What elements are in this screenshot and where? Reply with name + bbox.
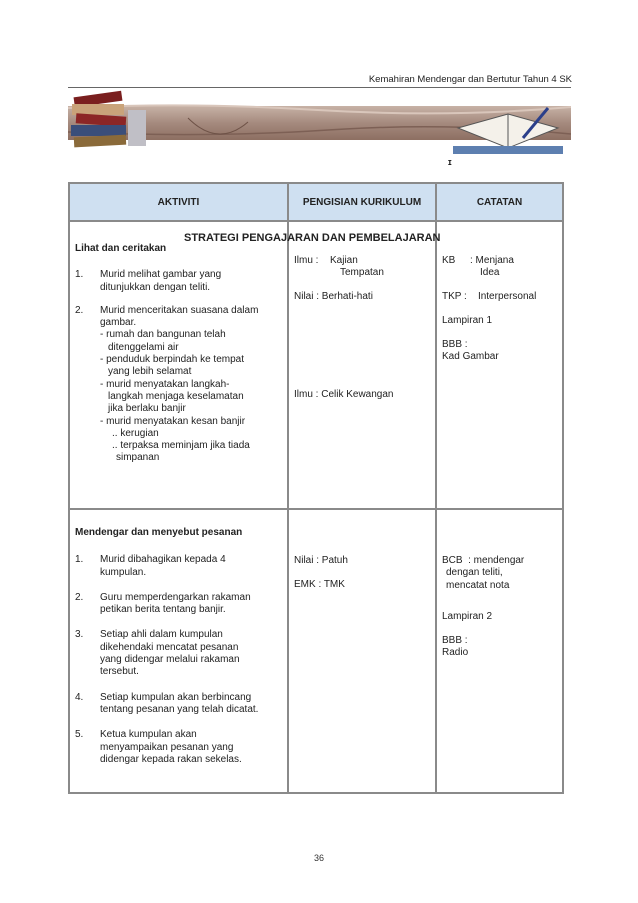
row2-kurikulum: Nilai : Patuh EMK : TMK	[288, 509, 436, 793]
list-item: 1. Murid melihat gambar yang ditunjukkan dengan teliti.	[75, 269, 222, 293]
row1-catatan: KB : Menjana Idea TKP : Interpersonal Lampiran 1 BBB : Kad Gambar	[436, 221, 563, 509]
page-number: 36	[313, 853, 324, 863]
row1-kurikulum: Ilmu : Kajian Tempatan Nilai : Berhati-hati Ilmu : Celik Kewangan	[288, 221, 436, 509]
decorative-banner	[68, 88, 571, 168]
stray-mark: ɪ	[448, 157, 452, 167]
header-catatan: CATATAN	[436, 183, 563, 221]
table-row	[69, 221, 563, 509]
running-header: Kemahiran Mendengar dan Bertutur Tahun 4 SK	[368, 74, 572, 85]
list-item: 1. Murid dibahagikan kepada 4 kumpulan.	[75, 554, 226, 578]
books-stack-icon	[71, 91, 146, 148]
list-item: 3. Setiap ahli dalam kumpulan dikehendaki mencatat pesanan yang didengar melalui rakaman tersebut.	[75, 629, 240, 678]
section-title-overlay: STRATEGI PENGAJARAN DAN PEMBELAJARAN	[184, 232, 441, 244]
list-item: 2. Murid menceritakan suasana dalam gambar. - rumah dan bangunan telah ditenggelami air - penduduk berpindah ke tempat yang lebih selamat - murid menyatakan langkah- langkah menjaga keselamatan jika berlaku banjir - murid menyatakan kesan banjir .. kerugian .. terpaksa meminjam jika tiada simpanan	[75, 304, 259, 464]
list-item: 2. Guru memperdengarkan rakaman petikan berita tentang banjir.	[75, 591, 251, 616]
row2-title: Mendengar dan menyebut pesanan	[75, 527, 243, 538]
list-item: 5. Ketua kumpulan akan menyampaikan pesanan yang didengar kepada rakan sekelas.	[75, 729, 242, 765]
row1-title: Lihat dan ceritakan	[75, 243, 167, 254]
header-aktiviti: AKTIVITI	[69, 183, 288, 221]
header-pengisian-kurikulum: PENGISIAN KURIKULUM	[288, 183, 436, 221]
row1-aktiviti	[69, 221, 288, 509]
row2-aktiviti	[69, 509, 288, 793]
list-item: 4. Setiap kumpulan akan berbincang tentang pesanan yang telah dicatat.	[75, 691, 259, 715]
table-row	[69, 509, 563, 793]
lesson-table	[68, 182, 564, 794]
row2-catatan: BCB : mendengar dengan teliti, mencatat nota Lampiran 2 BBB : Radio	[436, 509, 563, 793]
table-header-row	[69, 183, 563, 221]
